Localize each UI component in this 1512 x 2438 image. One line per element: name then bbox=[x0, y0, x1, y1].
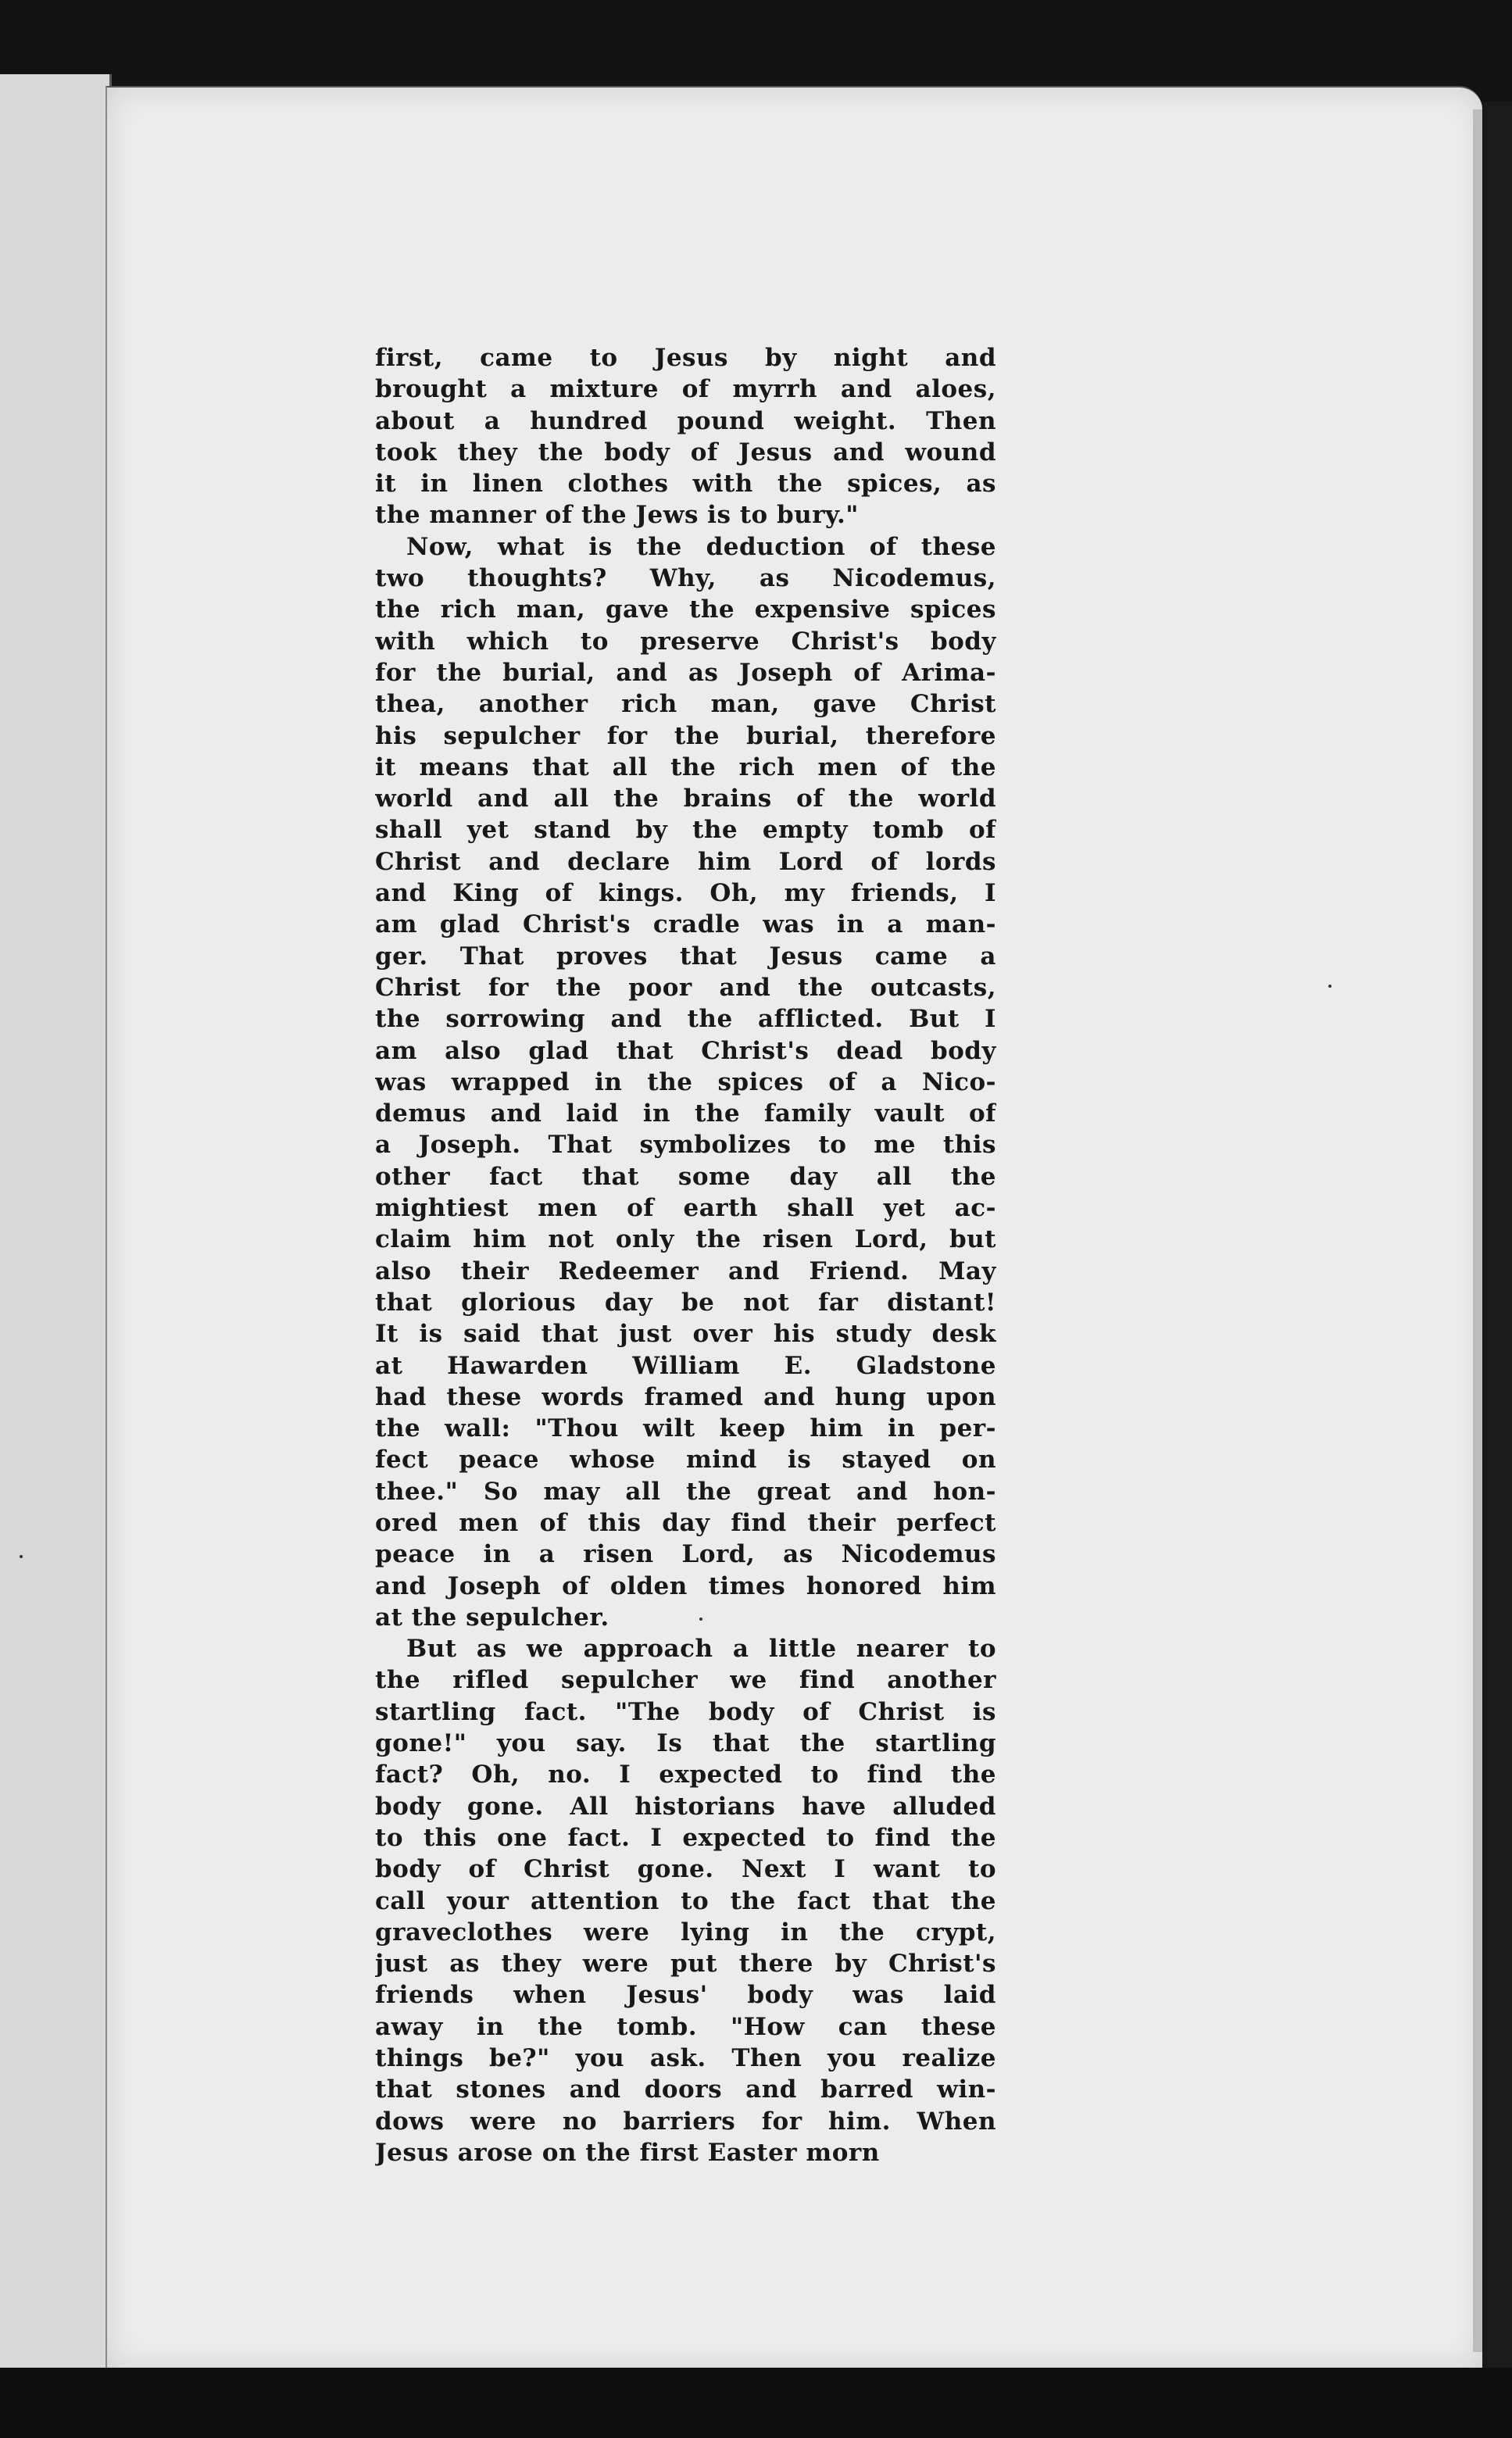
text-line: am glad Christ's cradle was in a man- bbox=[375, 910, 996, 939]
text-line: at Hawarden William E. Gladstone bbox=[375, 1351, 996, 1380]
text-line: graveclothes were lying in the crypt, bbox=[375, 1918, 996, 1946]
text-line: shall yet stand by the empty tomb of bbox=[375, 816, 996, 845]
text-line: other fact that some day all the bbox=[375, 1162, 996, 1191]
text-line: body gone. All historians have alluded bbox=[375, 1792, 996, 1821]
text-line: friends when Jesus' body was laid bbox=[375, 1981, 996, 2010]
text-line: It is said that just over his study desk bbox=[375, 1320, 996, 1349]
text-line: demus and laid in the family vault of bbox=[375, 1099, 996, 1128]
text-line: am also glad that Christ's dead body bbox=[375, 1036, 996, 1065]
text-line: it means that all the rich men of the bbox=[375, 752, 996, 781]
text-line: at the sepulcher. bbox=[375, 1603, 609, 1632]
text-line: it in linen clothes with the spices, as bbox=[375, 470, 996, 499]
text-line: claim him not only the risen Lord, but bbox=[375, 1225, 996, 1254]
text-line: the rich man, gave the expensive spices bbox=[375, 595, 996, 624]
text-line: about a hundred pound weight. Then bbox=[375, 406, 996, 435]
text-line: gone!" you say. Is that the startling bbox=[375, 1729, 996, 1758]
scan-speck bbox=[1328, 985, 1331, 988]
text-line: took they the body of Jesus and wound bbox=[375, 438, 996, 467]
text-line: dows were no barriers for him. When bbox=[375, 2107, 996, 2136]
facing-page-edge bbox=[0, 74, 112, 2379]
text-line: had these words framed and hung upon bbox=[375, 1382, 996, 1411]
text-line: body of Christ gone. Next I want to bbox=[375, 1855, 996, 1884]
text-line: a Joseph. That symbolizes to me this bbox=[375, 1131, 996, 1160]
scan-background-bottom bbox=[0, 2368, 1512, 2438]
text-line: ger. That proves that Jesus came a bbox=[375, 942, 996, 971]
text-line: fect peace whose mind is stayed on bbox=[375, 1446, 996, 1475]
text-line: Now, what is the deduction of these bbox=[406, 532, 996, 561]
text-line: call your attention to the fact that the bbox=[375, 1886, 996, 1915]
body-text bbox=[375, 342, 996, 2168]
text-line: Christ for the poor and the outcasts, bbox=[375, 973, 996, 1002]
text-line: things be?" you ask. Then you realize bbox=[375, 2044, 996, 2073]
text-line: Christ and declare him Lord of lords bbox=[375, 847, 996, 876]
text-line: two thoughts? Why, as Nicodemus, bbox=[375, 564, 996, 593]
text-line: startling fact. "The body of Christ is bbox=[375, 1697, 996, 1726]
text-line: the manner of the Jews is to bury." bbox=[375, 501, 859, 530]
text-line: was wrapped in the spices of a Nico- bbox=[375, 1067, 996, 1096]
text-line: with which to preserve Christ's body bbox=[375, 627, 996, 656]
text-line: mightiest men of earth shall yet ac- bbox=[375, 1194, 996, 1223]
text-line: also their Redeemer and Friend. May bbox=[375, 1257, 996, 1285]
text-line: his sepulcher for the burial, therefore bbox=[375, 721, 996, 750]
text-line: the sorrowing and the afflicted. But I bbox=[375, 1005, 996, 1034]
text-line: the wall: "Thou wilt keep him in per- bbox=[375, 1414, 996, 1443]
text-line: that glorious day be not far distant! bbox=[375, 1288, 996, 1317]
scan-speck bbox=[20, 1555, 23, 1558]
text-line: and Joseph of olden times honored him bbox=[375, 1571, 996, 1600]
text-line: brought a mixture of myrrh and aloes, bbox=[375, 375, 996, 404]
text-line: fact? Oh, no. I expected to find the bbox=[375, 1761, 996, 1789]
page-edge-shadow bbox=[1473, 109, 1482, 2352]
text-line: the rifled sepulcher we find another bbox=[375, 1666, 996, 1695]
text-line: thee." So may all the great and hon- bbox=[375, 1477, 996, 1506]
text-line: to this one fact. I expected to find the bbox=[375, 1823, 996, 1852]
text-line: thea, another rich man, gave Christ bbox=[375, 690, 996, 719]
text-line: just as they were put there by Christ's bbox=[375, 1950, 996, 1979]
text-line: for the burial, and as Joseph of Arima- bbox=[375, 658, 996, 687]
text-line: away in the tomb. "How can these bbox=[375, 2012, 996, 2041]
text-line: ored men of this day find their perfect bbox=[375, 1508, 996, 1537]
text-line: that stones and doors and barred win- bbox=[375, 2075, 996, 2104]
text-line: world and all the brains of the world bbox=[375, 785, 996, 813]
text-line: and King of kings. Oh, my friends, I bbox=[375, 879, 996, 908]
text-line: But as we approach a little nearer to bbox=[406, 1635, 996, 1664]
text-line: first, came to Jesus by night and bbox=[375, 344, 996, 372]
text-line: Jesus arose on the first Easter morn bbox=[375, 2138, 880, 2167]
text-line: peace in a risen Lord, as Nicodemus bbox=[375, 1540, 996, 1569]
